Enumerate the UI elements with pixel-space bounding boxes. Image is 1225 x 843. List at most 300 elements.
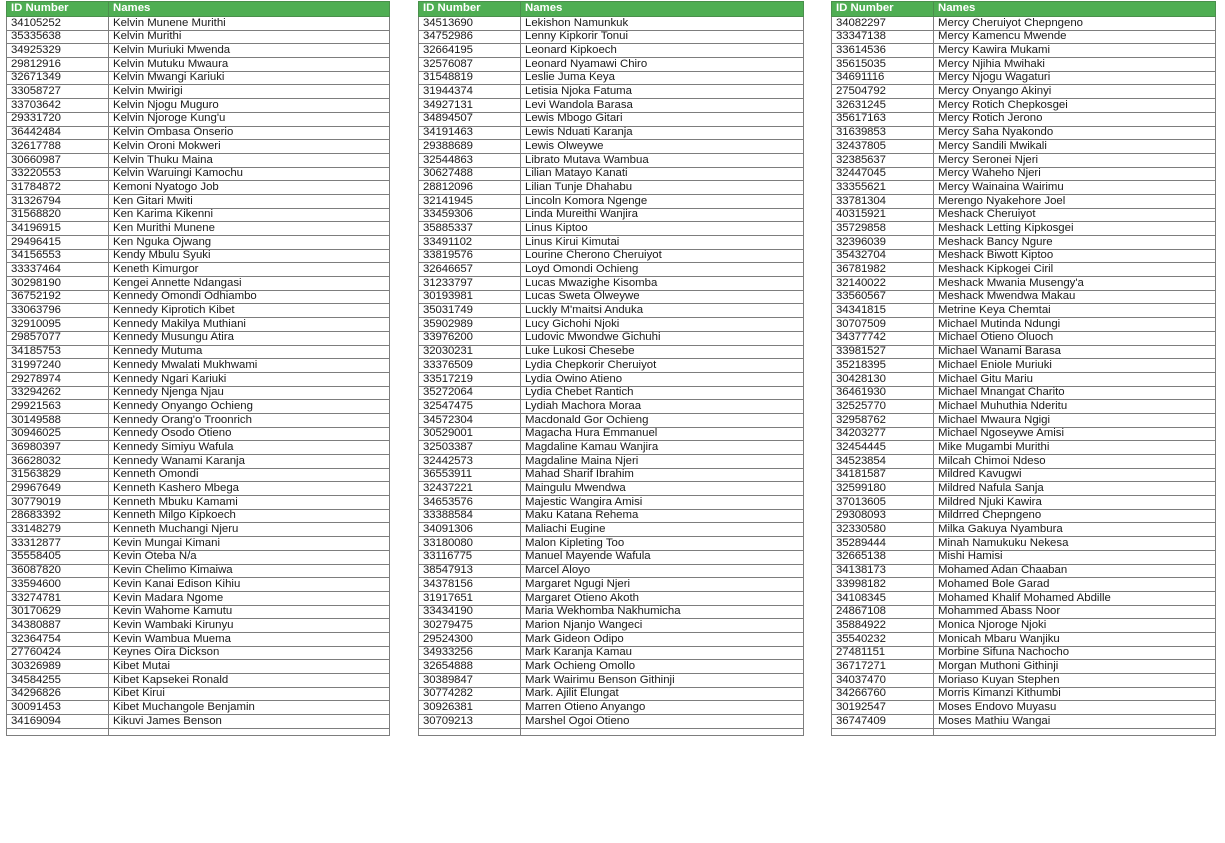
id-number-cell: 34037470	[832, 674, 934, 688]
id-number-cell: 32364754	[7, 632, 109, 646]
id-number-cell: 34378156	[419, 578, 521, 592]
name-cell: Meshack Bancy Ngure	[934, 236, 1216, 250]
table-row	[832, 71, 1216, 85]
id-number-cell: 33614536	[832, 44, 934, 58]
name-cell: Loyd Omondi Ochieng	[521, 263, 804, 277]
id-number-cell: 35729858	[832, 222, 934, 236]
id-number-cell: 34927131	[419, 99, 521, 113]
id-number-cell: 29857077	[7, 331, 109, 345]
name-cell: Luke Lukosi Chesebe	[521, 345, 804, 359]
id-number-cell: 35335638	[7, 30, 109, 44]
table-row	[419, 194, 804, 208]
table-row	[419, 304, 804, 318]
table-row-cutoff	[419, 728, 804, 735]
table-row	[7, 181, 390, 195]
table-row	[7, 30, 390, 44]
id-number-cell: 33337464	[7, 263, 109, 277]
id-number-cell: 30091453	[7, 701, 109, 715]
name-cell: Kevin Wambua Muema	[109, 632, 390, 646]
id-number-cell: 30627488	[419, 167, 521, 181]
table-row	[832, 263, 1216, 277]
table-row	[419, 455, 804, 469]
table-row	[832, 413, 1216, 427]
id-number-cell: 32576087	[419, 58, 521, 72]
id-number-cell: 28812096	[419, 181, 521, 195]
name-cell: Kennedy Musungu Atira	[109, 331, 390, 345]
name-cell: Meshack Kipkogei Ciril	[934, 263, 1216, 277]
name-cell: Michael Mutinda Ndungi	[934, 318, 1216, 332]
name-cell: Milcah Chimoi Ndeso	[934, 455, 1216, 469]
table-row	[419, 468, 804, 482]
table-row	[7, 208, 390, 222]
table-row	[832, 455, 1216, 469]
name-cell: Kennedy Kiprotich Kibet	[109, 304, 390, 318]
table-row	[832, 58, 1216, 72]
id-number-cell: 34653576	[419, 496, 521, 510]
id-number-cell: 34584255	[7, 674, 109, 688]
name-cell: Morris Kimanzi Kithumbi	[934, 687, 1216, 701]
table-row	[419, 441, 804, 455]
table-row	[832, 468, 1216, 482]
table-row	[7, 564, 390, 578]
id-number-cell: 31997240	[7, 359, 109, 373]
name-cell: Kibet Mutai	[109, 660, 390, 674]
id-number-cell: 34203277	[832, 427, 934, 441]
table-row	[419, 277, 804, 291]
name-cell: Lydia Owino Atieno	[521, 372, 804, 386]
id-number-cell: 36461930	[832, 386, 934, 400]
name-cell: Kemoni Nyatogo Job	[109, 181, 390, 195]
name-cell: Lincoln Komora Ngenge	[521, 194, 804, 208]
table-row	[832, 208, 1216, 222]
id-number-cell: 33294262	[7, 386, 109, 400]
table-row	[7, 400, 390, 414]
name-cell: Maingulu Mwendwa	[521, 482, 804, 496]
table-row	[419, 58, 804, 72]
table-row	[419, 400, 804, 414]
table-row	[419, 386, 804, 400]
id-table-column-1	[6, 1, 390, 736]
table-row	[832, 564, 1216, 578]
table-row	[7, 632, 390, 646]
table-row	[419, 85, 804, 99]
id-number-cell: 33560567	[832, 290, 934, 304]
name-cell: Marren Otieno Anyango	[521, 701, 804, 715]
id-number-cell: 36442484	[7, 126, 109, 140]
id-number-cell: 30709213	[419, 715, 521, 729]
table-row	[7, 674, 390, 688]
id-number-cell: 29967649	[7, 482, 109, 496]
table-row	[419, 112, 804, 126]
table-row	[7, 715, 390, 729]
id-number-cell: 33388584	[419, 509, 521, 523]
table-row	[7, 318, 390, 332]
table-row	[832, 632, 1216, 646]
table-row	[832, 126, 1216, 140]
table-row	[419, 236, 804, 250]
id-number-cell: 34572304	[419, 413, 521, 427]
table-header	[832, 2, 1216, 17]
name-cell: Kenneth Muchangi Njeru	[109, 523, 390, 537]
table-row	[832, 687, 1216, 701]
name-cell: Maria Wekhomba Nakhumicha	[521, 605, 804, 619]
name-cell: Kelvin Oroni Mokweri	[109, 140, 390, 154]
id-number-cell: 32646657	[419, 263, 521, 277]
id-number-cell: 32396039	[832, 236, 934, 250]
name-cell: Keneth Kimurgor	[109, 263, 390, 277]
id-number-cell: 35289444	[832, 537, 934, 551]
name-cell: Kenneth Mbuku Kamami	[109, 496, 390, 510]
name-cell: Manuel Mayende Wafula	[521, 550, 804, 564]
name-cell: Kelvin Mwangi Kariuki	[109, 71, 390, 85]
id-number-cell: 29308093	[832, 509, 934, 523]
name-cell: Ken Murithi Munene	[109, 222, 390, 236]
name-cell: Leonard Kipkoech	[521, 44, 804, 58]
id-table-column-2	[418, 1, 804, 736]
id-number-cell: 32665138	[832, 550, 934, 564]
id-number-cell: 34752986	[419, 30, 521, 44]
id-number-cell: 34185753	[7, 345, 109, 359]
name-cell: Meshack Cheruiyot	[934, 208, 1216, 222]
table-row	[419, 140, 804, 154]
id-number-cell: 30774282	[419, 687, 521, 701]
table-row	[7, 277, 390, 291]
name-cell: Marion Njanjo Wangeci	[521, 619, 804, 633]
id-number-cell: 36717271	[832, 660, 934, 674]
table-row	[419, 523, 804, 537]
table-row	[832, 44, 1216, 58]
id-number-cell: 32503387	[419, 441, 521, 455]
id-number-header: ID Number	[419, 2, 521, 17]
id-number-cell: 33063796	[7, 304, 109, 318]
id-number-cell: 27504792	[832, 85, 934, 99]
name-cell: Mercy Rotich Jerono	[934, 112, 1216, 126]
table-row	[419, 632, 804, 646]
id-number-cell	[832, 728, 934, 735]
table-row	[419, 427, 804, 441]
name-cell: Majestic Wangira Amisi	[521, 496, 804, 510]
name-cell: Kikuvi James Benson	[109, 715, 390, 729]
id-number-cell: 34894507	[419, 112, 521, 126]
id-number-header: ID Number	[832, 2, 934, 17]
table-row	[832, 17, 1216, 31]
name-cell: Kevin Mungai Kimani	[109, 537, 390, 551]
name-cell: Mohamed Khalif Mohamed Abdille	[934, 591, 1216, 605]
table-row	[832, 331, 1216, 345]
id-number-cell: 34196915	[7, 222, 109, 236]
name-cell: Mercy Njihia Mwihaki	[934, 58, 1216, 72]
id-number-cell: 33594600	[7, 578, 109, 592]
table-row	[832, 85, 1216, 99]
table-row	[7, 578, 390, 592]
id-number-cell: 34925329	[7, 44, 109, 58]
name-cell: Mark Karanja Kamau	[521, 646, 804, 660]
name-cell: Mishi Hamisi	[934, 550, 1216, 564]
name-cell: Mohamed Bole Garad	[934, 578, 1216, 592]
id-number-cell: 32454445	[832, 441, 934, 455]
id-number-cell: 33274781	[7, 591, 109, 605]
name-cell: Lourine Cherono Cheruiyot	[521, 249, 804, 263]
table-header	[7, 2, 390, 17]
id-number-cell: 34091306	[419, 523, 521, 537]
name-cell: Metrine Keya Chemtai	[934, 304, 1216, 318]
name-cell: Mercy Sandili Mwikali	[934, 140, 1216, 154]
table-row	[832, 523, 1216, 537]
id-number-cell: 33998182	[832, 578, 934, 592]
table-row	[7, 58, 390, 72]
table-row	[832, 304, 1216, 318]
table-row	[832, 249, 1216, 263]
id-number-cell: 29331720	[7, 112, 109, 126]
table-row	[419, 331, 804, 345]
id-number-cell: 34138173	[832, 564, 934, 578]
table-row	[7, 537, 390, 551]
table-row	[419, 167, 804, 181]
name-cell: Mark. Ajilit Elungat	[521, 687, 804, 701]
name-cell: Kennedy Omondi Odhiambo	[109, 290, 390, 304]
table-row	[7, 331, 390, 345]
table-row	[832, 345, 1216, 359]
table-row	[832, 578, 1216, 592]
id-number-cell: 32447045	[832, 167, 934, 181]
table-row	[419, 318, 804, 332]
id-number-cell: 35617163	[832, 112, 934, 126]
name-cell: Kelvin Mutuku Mwaura	[109, 58, 390, 72]
name-cell: Kennedy Osodo Otieno	[109, 427, 390, 441]
table-row	[419, 99, 804, 113]
name-cell: Kelvin Murithi	[109, 30, 390, 44]
name-cell: Kennedy Onyango Ochieng	[109, 400, 390, 414]
table-row	[7, 427, 390, 441]
table-row	[7, 345, 390, 359]
id-number-cell: 38547913	[419, 564, 521, 578]
id-number-cell: 40315921	[832, 208, 934, 222]
table-row	[7, 17, 390, 31]
id-number-cell: 36087820	[7, 564, 109, 578]
id-number-cell: 30389847	[419, 674, 521, 688]
name-cell: Luckly M'maitsi Anduka	[521, 304, 804, 318]
name-cell: Kennedy Makilya Muthiani	[109, 318, 390, 332]
table-row	[832, 400, 1216, 414]
table-row	[7, 99, 390, 113]
table-row	[832, 290, 1216, 304]
table-row	[419, 290, 804, 304]
name-cell: Leonard Nyamawi Chiro	[521, 58, 804, 72]
table-row	[419, 578, 804, 592]
table-row	[7, 660, 390, 674]
name-cell: Milka Gakuya Nyambura	[934, 523, 1216, 537]
id-number-cell: 35902989	[419, 318, 521, 332]
id-number-cell: 27760424	[7, 646, 109, 660]
name-cell: Lilian Matayo Kanati	[521, 167, 804, 181]
id-number-cell: 34191463	[419, 126, 521, 140]
id-number-cell: 35615035	[832, 58, 934, 72]
name-cell: Kelvin Njoroge Kung'u	[109, 112, 390, 126]
id-number-cell: 32030231	[419, 345, 521, 359]
table-row	[832, 482, 1216, 496]
name-cell: Monica Njoroge Njoki	[934, 619, 1216, 633]
name-cell: Moses Mathiu Wangai	[934, 715, 1216, 729]
id-number-cell: 34513690	[419, 17, 521, 31]
name-cell: Kelvin Njogu Muguro	[109, 99, 390, 113]
name-cell: Mohamed Adan Chaaban	[934, 564, 1216, 578]
table-row	[419, 17, 804, 31]
name-cell: Mohammed Abass Noor	[934, 605, 1216, 619]
id-number-cell: 28683392	[7, 509, 109, 523]
table-row	[419, 30, 804, 44]
table-row	[7, 71, 390, 85]
name-cell: Margaret Ngugi Njeri	[521, 578, 804, 592]
table-row	[7, 550, 390, 564]
name-cell: Kenneth Omondi	[109, 468, 390, 482]
table-header	[419, 2, 804, 17]
table-row	[7, 263, 390, 277]
table-row	[419, 482, 804, 496]
name-cell: Kevin Oteba N/a	[109, 550, 390, 564]
id-number-cell: 35218395	[832, 359, 934, 373]
id-number-cell: 29812916	[7, 58, 109, 72]
name-cell: Kendy Mbulu Syuki	[109, 249, 390, 263]
table-row	[7, 482, 390, 496]
id-number-cell: 29278974	[7, 372, 109, 386]
name-cell: Ludovic Mwondwe Gichuhi	[521, 331, 804, 345]
name-cell: Kenneth Milgo Kipkoech	[109, 509, 390, 523]
name-cell: Mercy Onyango Akinyi	[934, 85, 1216, 99]
id-number-cell: 24867108	[832, 605, 934, 619]
table-row	[832, 99, 1216, 113]
name-cell: Kennedy Mwalati Mukhwami	[109, 359, 390, 373]
name-cell: Maliachi Eugine	[521, 523, 804, 537]
id-number-cell: 31639853	[832, 126, 934, 140]
id-number-cell: 32910095	[7, 318, 109, 332]
id-number-cell: 34266760	[832, 687, 934, 701]
name-cell: Kibet Kirui	[109, 687, 390, 701]
id-number-cell: 34156553	[7, 249, 109, 263]
name-cell: Ken Karima Kikenni	[109, 208, 390, 222]
table-row	[419, 413, 804, 427]
id-number-cell: 32141945	[419, 194, 521, 208]
name-cell: Linus Kiptoo	[521, 222, 804, 236]
table-row	[7, 413, 390, 427]
name-cell: Ken Nguka Ojwang	[109, 236, 390, 250]
name-cell: Mildred Njuki Kawira	[934, 496, 1216, 510]
table-row	[419, 537, 804, 551]
name-cell: Lydia Chebet Rantich	[521, 386, 804, 400]
name-cell: Moriaso Kuyan Stephen	[934, 674, 1216, 688]
name-cell: Lydiah Machora Moraa	[521, 400, 804, 414]
table-row	[419, 715, 804, 729]
id-number-cell: 33116775	[419, 550, 521, 564]
table-row	[7, 44, 390, 58]
id-number-cell: 30326989	[7, 660, 109, 674]
id-number-cell: 34296826	[7, 687, 109, 701]
id-number-cell: 33148279	[7, 523, 109, 537]
id-number-cell: 34105252	[7, 17, 109, 31]
id-number-cell: 30170629	[7, 605, 109, 619]
name-cell: Meshack Mwania Musengy'a	[934, 277, 1216, 291]
name-cell: Mark Wairimu Benson Githinji	[521, 674, 804, 688]
table-row	[832, 674, 1216, 688]
name-cell: Kevin Kanai Edison Kihiu	[109, 578, 390, 592]
id-number-cell: 31233797	[419, 277, 521, 291]
id-number-cell: 32140022	[832, 277, 934, 291]
table-row	[7, 290, 390, 304]
table-row	[7, 509, 390, 523]
id-number-cell: 34933256	[419, 646, 521, 660]
name-cell: Magacha Hura Emmanuel	[521, 427, 804, 441]
id-number-cell: 32671349	[7, 71, 109, 85]
id-number-cell: 31563829	[7, 468, 109, 482]
id-number-cell: 32617788	[7, 140, 109, 154]
name-cell: Kibet Kapsekei Ronald	[109, 674, 390, 688]
table-row	[832, 701, 1216, 715]
name-cell: Mark Ochieng Omollo	[521, 660, 804, 674]
name-cell	[934, 728, 1216, 735]
id-number-cell: 30149588	[7, 413, 109, 427]
table-row	[7, 140, 390, 154]
id-number-cell: 32544863	[419, 153, 521, 167]
id-number-cell: 30660987	[7, 153, 109, 167]
table-row	[832, 30, 1216, 44]
id-number-cell: 32664195	[419, 44, 521, 58]
name-cell: Marcel Aloyo	[521, 564, 804, 578]
id-number-cell: 34341815	[832, 304, 934, 318]
table-row	[7, 304, 390, 318]
table-row	[7, 468, 390, 482]
name-cell: Leslie Juma Keya	[521, 71, 804, 85]
table-row	[419, 71, 804, 85]
name-cell: Mercy Cheruiyot Chepngeno	[934, 17, 1216, 31]
table-row-cutoff	[832, 728, 1216, 735]
id-number-cell: 32437221	[419, 482, 521, 496]
table-row	[832, 112, 1216, 126]
table-row	[7, 249, 390, 263]
id-number-cell: 36553911	[419, 468, 521, 482]
table-row	[7, 455, 390, 469]
name-cell: Minah Namukuku Nekesa	[934, 537, 1216, 551]
table-row	[832, 605, 1216, 619]
table-row	[419, 263, 804, 277]
id-number-cell: 30779019	[7, 496, 109, 510]
id-number-cell: 32330580	[832, 523, 934, 537]
name-cell: Michael Mwaura Ngigi	[934, 413, 1216, 427]
name-cell: Lucas Mwazighe Kisomba	[521, 277, 804, 291]
table-row	[832, 660, 1216, 674]
id-number-cell: 34108345	[832, 591, 934, 605]
name-cell: Kibet Muchangole Benjamin	[109, 701, 390, 715]
name-cell: Meshack Biwott Kiptoo	[934, 249, 1216, 263]
id-number-cell: 32385637	[832, 153, 934, 167]
name-cell: Lewis Mbogo Gitari	[521, 112, 804, 126]
name-cell: Meshack Mwendwa Makau	[934, 290, 1216, 304]
name-cell: Margaret Otieno Akoth	[521, 591, 804, 605]
name-cell: Mildrred Chepngeno	[934, 509, 1216, 523]
names-header: Names	[521, 2, 804, 17]
name-cell: Lekishon Namunkuk	[521, 17, 804, 31]
name-cell: Letisia Njoka Fatuma	[521, 85, 804, 99]
id-number-cell: 27481151	[832, 646, 934, 660]
table-row	[419, 509, 804, 523]
id-number-cell: 30193981	[419, 290, 521, 304]
name-cell: Kenneth Kashero Mbega	[109, 482, 390, 496]
table-row	[419, 359, 804, 373]
name-cell	[521, 728, 804, 735]
name-cell: Kelvin Ombasa Onserio	[109, 126, 390, 140]
name-cell: Lewis Olweywe	[521, 140, 804, 154]
name-cell: Mercy Saha Nyakondo	[934, 126, 1216, 140]
id-number-cell: 32599180	[832, 482, 934, 496]
name-cell: Mercy Rotich Chepkosgei	[934, 99, 1216, 113]
